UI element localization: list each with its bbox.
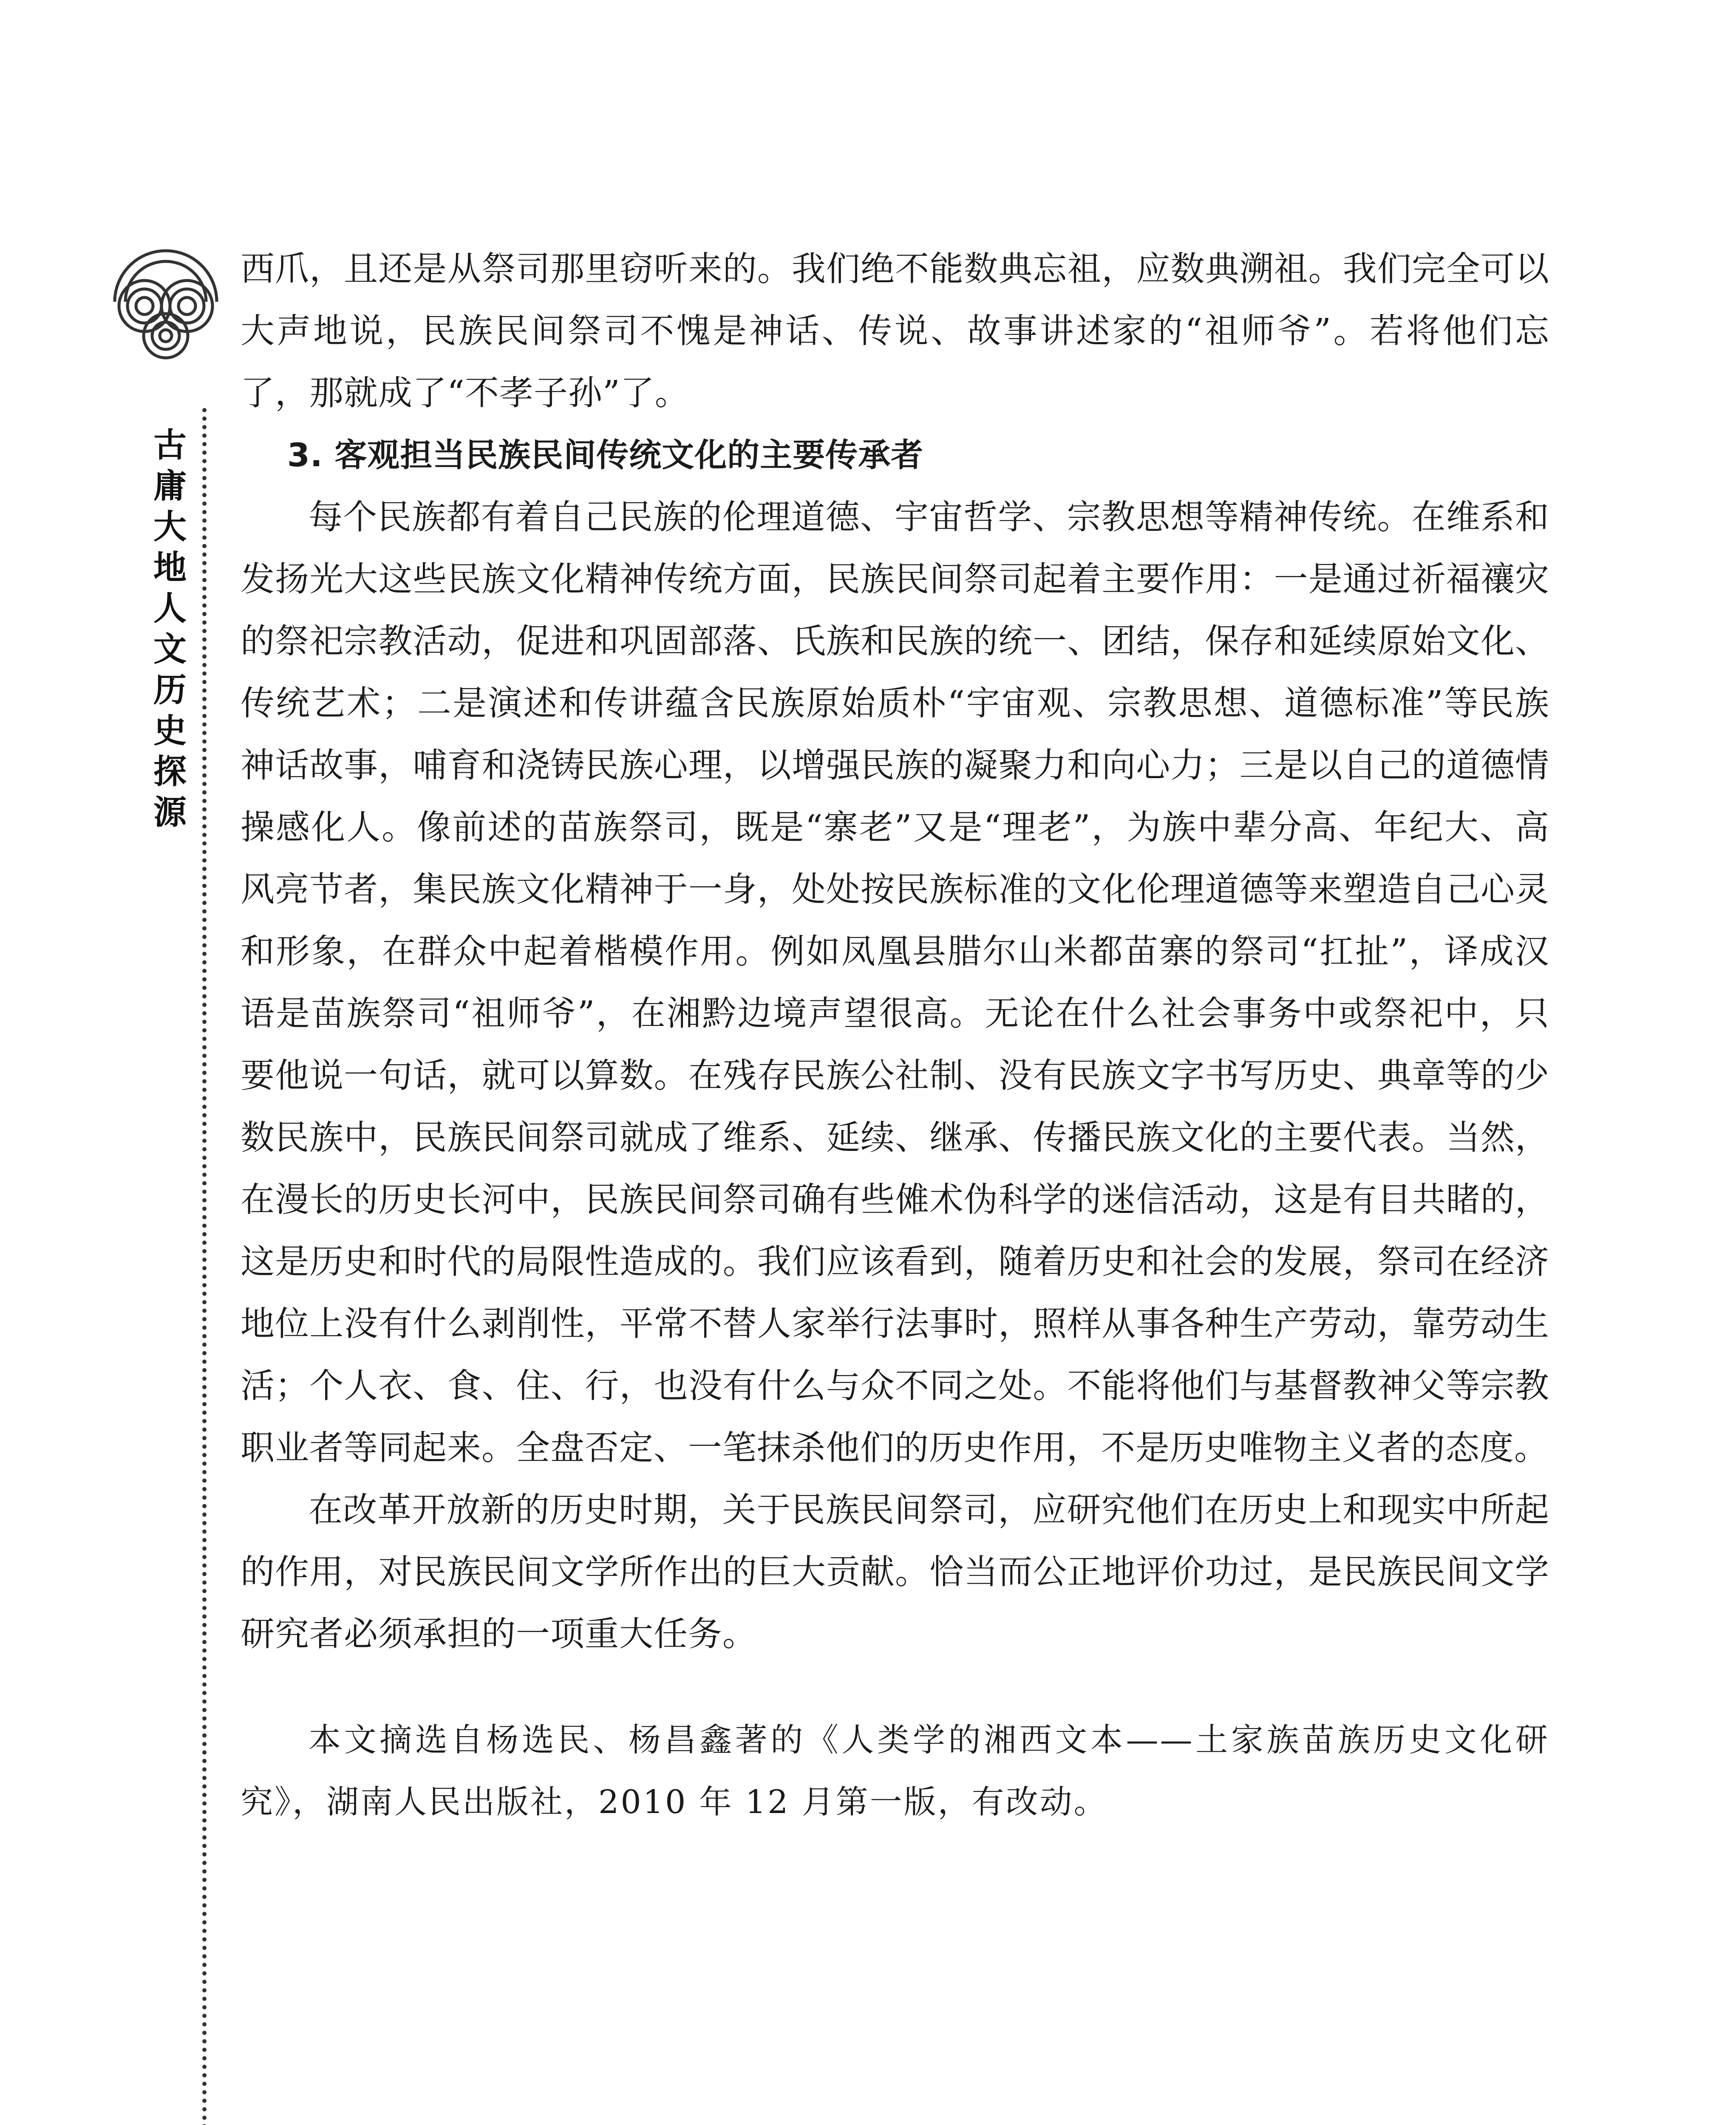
continuation-paragraph: 西爪，且还是从祭司那里窃听来的。我们绝不能数典忘祖，应数典溯祖。我们完全可以大声地说，民族民间祭司不愧是神话、传说、故事讲述家的“祖师爷”。若将他们忘了，那就成了“不孝子孙”了。 <box>241 249 1549 413</box>
main-text <box>241 238 1549 1665</box>
body-paragraph-2: 在改革开放新的历史时期，关于民族民间祭司，应研究他们在历史上和现实中所起的作用，对民族民间文学所作出的巨大贡献。恰当而公正地评价功过，是民族民间文学研究者必须承担的一项重大任务。 <box>241 1490 1549 1654</box>
spiral-ornament-icon <box>106 238 225 361</box>
source-note: 本文摘选自杨选民、杨昌鑫著的《人类学的湘西文本——土家族苗族历史文化研究》，湖南人民出版社，2010 年 12 月第一版，有改动。 <box>241 1721 1549 1821</box>
section-heading: 3. 客观担当民族民间传统文化的主要传承者 <box>287 436 924 474</box>
body-paragraph-1: 每个民族都有着自己民族的伦理道德、宇宙哲学、宗教思想等精神传统。在维系和发扬光大这些民族文化精神传统方面，民族民间祭司起着主要作用：一是通过祈福禳灾的祭祀宗教活动，促进和巩固部落、氏族和民族的统一、团结，保存和延续原始文化、传统艺术；二是演述和传讲蕴含民族原始质朴“宇宙观、宗教思想、道德标准”等民族神话故事，哺育和浇铸民族心理，以增强民族的凝聚力和向心力；三是以自己的道德情操感化人。像前述的苗族祭司，既是“寨老”又是“理老”，为族中辈分高、年纪大、高风亮节者，集民族文化精神于一身，处处按民族标准的文化伦理道德等来塑造自己心灵和形象，在群众中起着楷模作用。例如凤凰县腊尔山米都苗寨的祭司“扛扯”，译成汉语是苗族祭司“祖师爷”，在湘黔边境声望很高。无论在什么社会事务中或祭祀中，只要他说一句话，就可以算数。在残存民族公社制、没有民族文字书写历史、典章等的少数民族中，民族民间祭司就成了维系、延续、继承、传播民族文化的主要代表。当然，在漫长的历史长河中，民族民间祭司确有些傩术伪科学的迷信活动，这是有目共睹的，这是历史和时代的局限性造成的。我们应该看到，随着历史和社会的发展，祭司在经济地位上没有什么剥削性，平常不替人家举行法事时，照样从事各种生产劳动，靠劳动生活；个人衣、食、住、行，也没有什么与众不同之处。不能将他们与基督教神父等宗教职业者等同起来。全盘否定、一笔抹杀他们的历史作用，不是历史唯物主义者的态度。 <box>241 497 1549 1468</box>
book-title-vertical: 古庸大地人文历史探源 <box>153 426 187 832</box>
dotted-divider <box>202 408 207 2125</box>
